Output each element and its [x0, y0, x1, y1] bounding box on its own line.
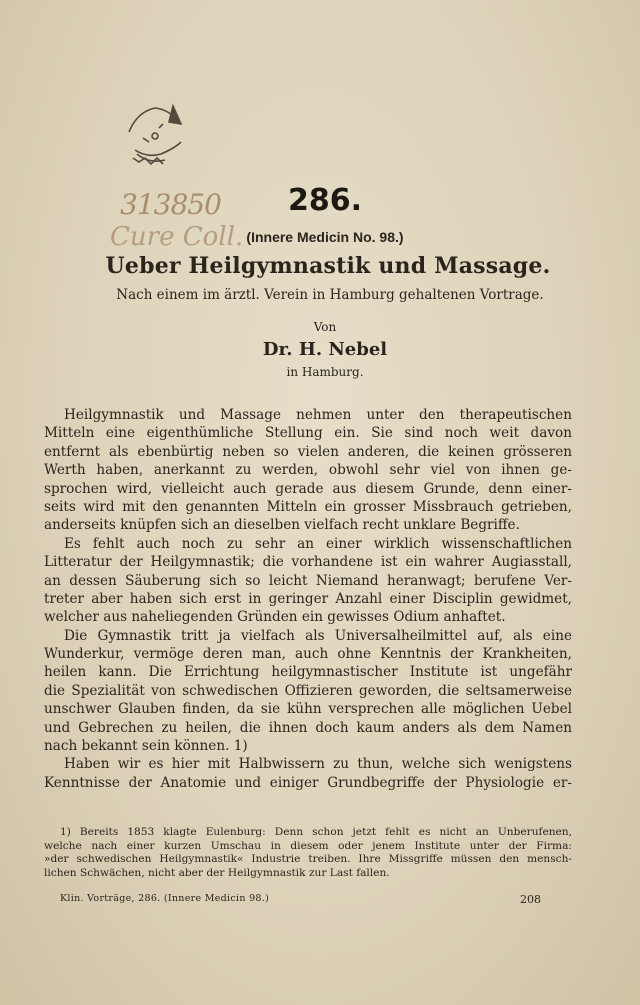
body-line: und Gebrechen zu heilen, die ihnen doch kaum anders als dem Namen: [44, 719, 572, 736]
body-line: sprochen wird, vielleicht auch gerade aus diesem Grunde, denn einer-: [44, 480, 572, 497]
subtitle: Nach einem im ärztl. Verein in Hamburg gehaltenen Vortrage.: [116, 287, 544, 303]
body-line: an dessen Säuberung sich so leicht Niemand heranwagt; berufene Ver-: [44, 572, 572, 589]
body-line: welcher aus naheliegenden Gründen ein gewisses Odium anhaftet.: [44, 609, 506, 626]
body-line: anderseits knüpfen sich an dieselben vielfach recht unklare Begriffe.: [44, 517, 520, 534]
body-line: Heilgymnastik und Massage nehmen unter den therapeutischen: [64, 407, 572, 423]
body-line: Litteratur der Heilgymnastik; die vorhandene ist ein wahrer Augiasstall,: [44, 554, 572, 571]
footnote-line: welche nach einer kurzen Umschau in diesem oder jenem Institute unter der Firma:: [44, 839, 572, 852]
author-name: Dr. H. Nebel: [262, 339, 388, 360]
page-title: Ueber Heilgymnastik und Massage.: [105, 253, 551, 279]
body-line: nach bekannt sein können. 1): [44, 738, 248, 755]
handwritten-note: Cure Coll.: [110, 222, 244, 252]
footnote-line: 1) Bereits 1853 klagte Eulenburg: Denn schon jetzt fehlt es nicht an Unberufenen,: [60, 826, 572, 838]
body-line: unschwer Glauben finden, da sie kühn versprechen alle möglichen Uebel: [44, 701, 572, 718]
body-line: die Spezialität von schwedischen Offizieren geworden, die seltsamerweise: [44, 682, 572, 699]
series-label: (Innere Medicin No. 98.): [246, 229, 404, 245]
by-label: Von: [313, 320, 337, 334]
body-line: Kenntnisse der Anatomie und einiger Grundbegriffe der Physiologie er-: [44, 774, 572, 791]
body-line: seits wird mit den genannten Mitteln ein grosser Missbrauch getrieben,: [44, 498, 572, 515]
handwritten-catalog-number: 313850: [120, 188, 221, 221]
body-line: Werth haben, anerkannt zu werden, obwohl sehr viel von ihnen ge-: [44, 462, 572, 479]
footnote-line: lichen Schwächen, nicht aber der Heilgymnastik zur Last fallen.: [44, 866, 390, 879]
body-line: treter aber haben sich erst in geringer Anzahl einer Disciplin gewidmet,: [44, 590, 572, 607]
issue-number: 286.: [287, 183, 363, 218]
footer-series-info: Klin. Vorträge, 286. (Innere Medicin 98.): [60, 893, 270, 904]
body-line: entfernt als ebenbürtig neben so vielen anderen, die keinen grösseren: [44, 443, 572, 460]
body-line: Wunderkur, vermöge deren man, auch ohne Kenntnis der Krankheiten,: [44, 646, 572, 663]
footnotes: [44, 826, 572, 880]
body-line: heilen kann. Die Errichtung heilgymnastischer Institute ist ungefähr: [44, 664, 572, 681]
body-line: Mitteln eine eigenthümliche Stellung ein. Sie sind noch weit davon: [44, 425, 572, 442]
author-city: in Hamburg.: [286, 365, 364, 379]
body-line: Es fehlt auch noch zu sehr an einer wirklich wissenschaftlichen: [64, 535, 572, 552]
library-stamp-icon: [115, 98, 195, 178]
body-text: [44, 406, 572, 792]
footnote-line: »der schwedischen Heilgymnastik« Industrie treiben. Ihre Missgriffe müssen den mensch-: [44, 853, 572, 866]
body-line: Die Gymnastik tritt ja vielfach als Universalheilmittel auf, als eine: [64, 627, 572, 644]
page-number: 208: [520, 893, 541, 906]
body-line: Haben wir es hier mit Halbwissern zu thun, welche sich wenigstens: [64, 756, 572, 773]
